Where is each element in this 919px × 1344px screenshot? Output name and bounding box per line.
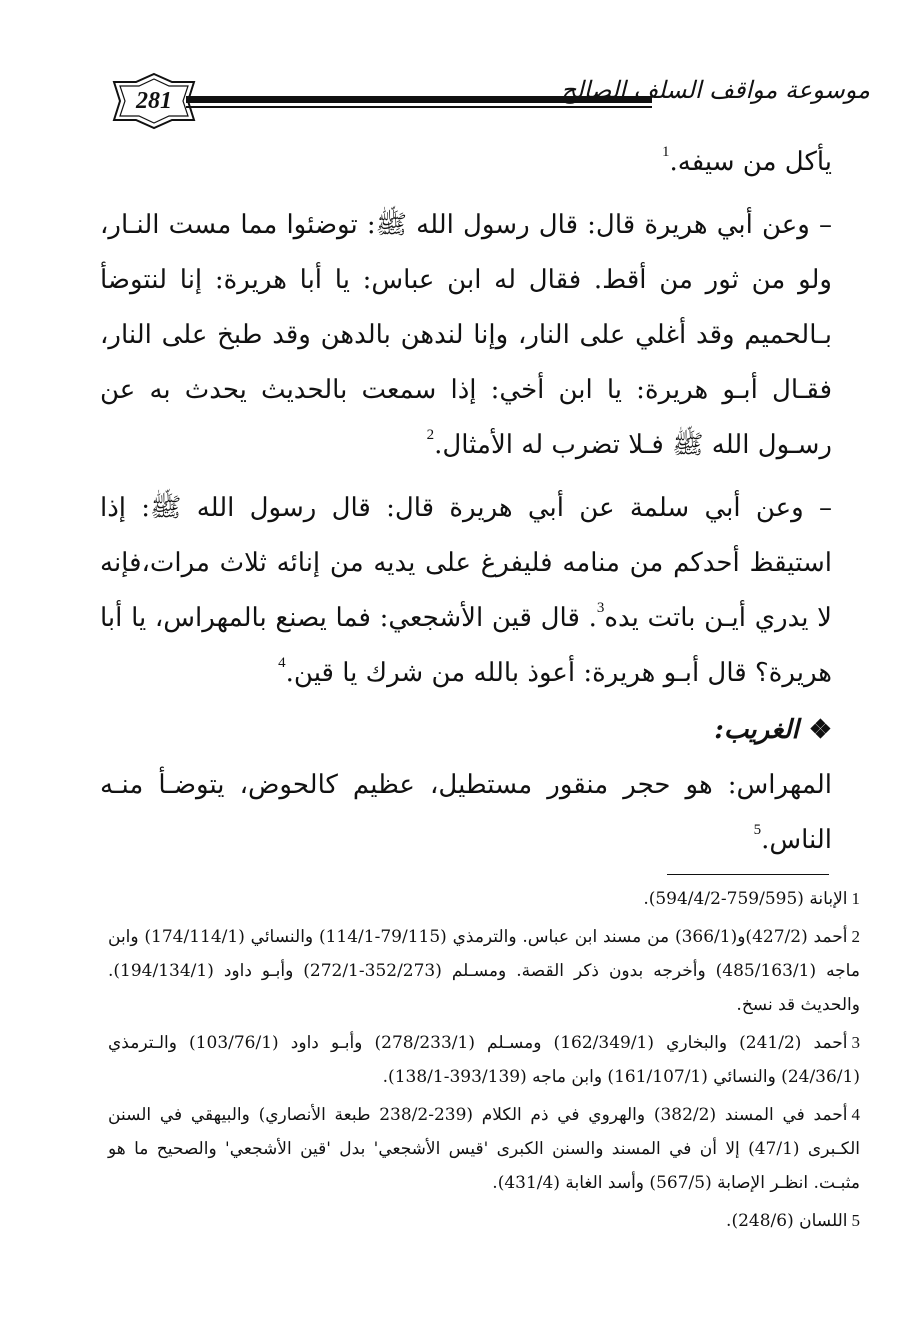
footnote-text: الإبانة (759/595-594/4/2). [643, 889, 848, 909]
page-header [110, 72, 870, 132]
footnote-ref: 3 [596, 600, 605, 617]
footnote-separator [667, 874, 829, 875]
paragraph-text: . قال قين الأشجعي: فما يصنع بالمهراس، يا أبا هريرة؟ قال أبـو هريرة: أعوذ بالله من شرك يا قين. [100, 603, 832, 688]
running-title: موسوعة مواقف السلف الصالح [560, 76, 870, 104]
footnote-text: أحمد في المسند (382/2) والهروي في ذم الكلام (239-238/2 طبعة الأنصاري) والبيهقي في السنن الكـبرى (47/1) إلا أن في المسند والسنن الكبرى 'قيس الأشجعي' بدل 'قين الأشجعي' والصحيح ما هو مثبـت. انظـر الإصابة (567/5) وأسد الغابة (431/4). [108, 1105, 860, 1193]
page-number: 281 [136, 88, 172, 114]
footnote-text: أحمد (241/2) والبخاري (162/349/1) ومسـلم (278/233/1) وأبـو داود (103/76/1) والـترمذي (24/36/1) والنسائي (161/107/1) وابن ماجه (393/139-138/1). [108, 1033, 860, 1087]
footnote-ref: 5 [753, 822, 762, 839]
main-text [100, 135, 832, 868]
paragraph-3 [100, 481, 832, 701]
header-rule-thin [186, 106, 652, 108]
footnote-ref: 2 [426, 427, 435, 444]
footnote-2 [108, 920, 860, 1022]
footnote-ref: 1 [662, 144, 670, 161]
footnotes [108, 882, 860, 1238]
footnote-ref: 4 [278, 655, 286, 672]
footnote-text: اللسان (248/6). [726, 1211, 848, 1231]
footnote-text: أحمد (427/2)و(366/1) من مسند ابن عباس. والترمذي (79/115-114/1) والنسائي (174/114/1) وابن ماجه (485/163/1) وأخرجه بدون ذكر القصة. ومسـلم (352/273-272/1) وأبـو داود (194/134/1). والحديث قد نسخ. [108, 927, 860, 1015]
footnote-4 [108, 1098, 860, 1200]
paragraph-1 [100, 135, 832, 190]
footnote-1 [108, 882, 860, 916]
diamond-bullet-icon: ❖ [808, 715, 832, 745]
footnote-number: 3 [851, 1033, 860, 1052]
page-number-badge [110, 72, 198, 130]
footnote-3 [108, 1026, 860, 1094]
gharib-paragraph [100, 758, 832, 868]
footnote-number: 2 [851, 927, 860, 946]
paragraph-2 [100, 198, 832, 473]
paragraph-text: المهراس: هو حجر منقور مستطيل، عظيم كالحوض، يتوضـأ منـه الناس. [100, 770, 832, 855]
section-title: الغريب: [714, 715, 799, 745]
paragraph-text: – وعن أبي هريرة قال: قال رسول الله ﷺ: توضئوا مما مست النـار، ولو من ثور من أقط. فقال له ابن عباس: يا أبا هريرة: إنا لنتوضأ بـالحميم وقد أغلي على النار، وإنا لندهن بالدهن وقد طبخ على النار، فقـال أبـو هريرة: يا ابن أخي: إذا سمعت بالحديث يحدث به عن رسـول الله ﷺ فـلا تضرب له الأمثال. [100, 210, 832, 460]
footnote-number: 4 [851, 1105, 860, 1124]
footnote-5 [108, 1204, 860, 1238]
footnote-number: 5 [851, 1211, 860, 1230]
footnote-number: 1 [851, 889, 860, 908]
paragraph-text: يأكل من سيفه. [669, 147, 832, 177]
paragraph-text: – وعن أبي سلمة عن أبي هريرة قال: قال رسول الله ﷺ: إذا استيقظ أحدكم من منامه فليفرغ على يديه من إنائه ثلاث مرات،فإنه لا يدري أيـن باتت يده [100, 493, 833, 633]
section-heading [100, 703, 832, 758]
